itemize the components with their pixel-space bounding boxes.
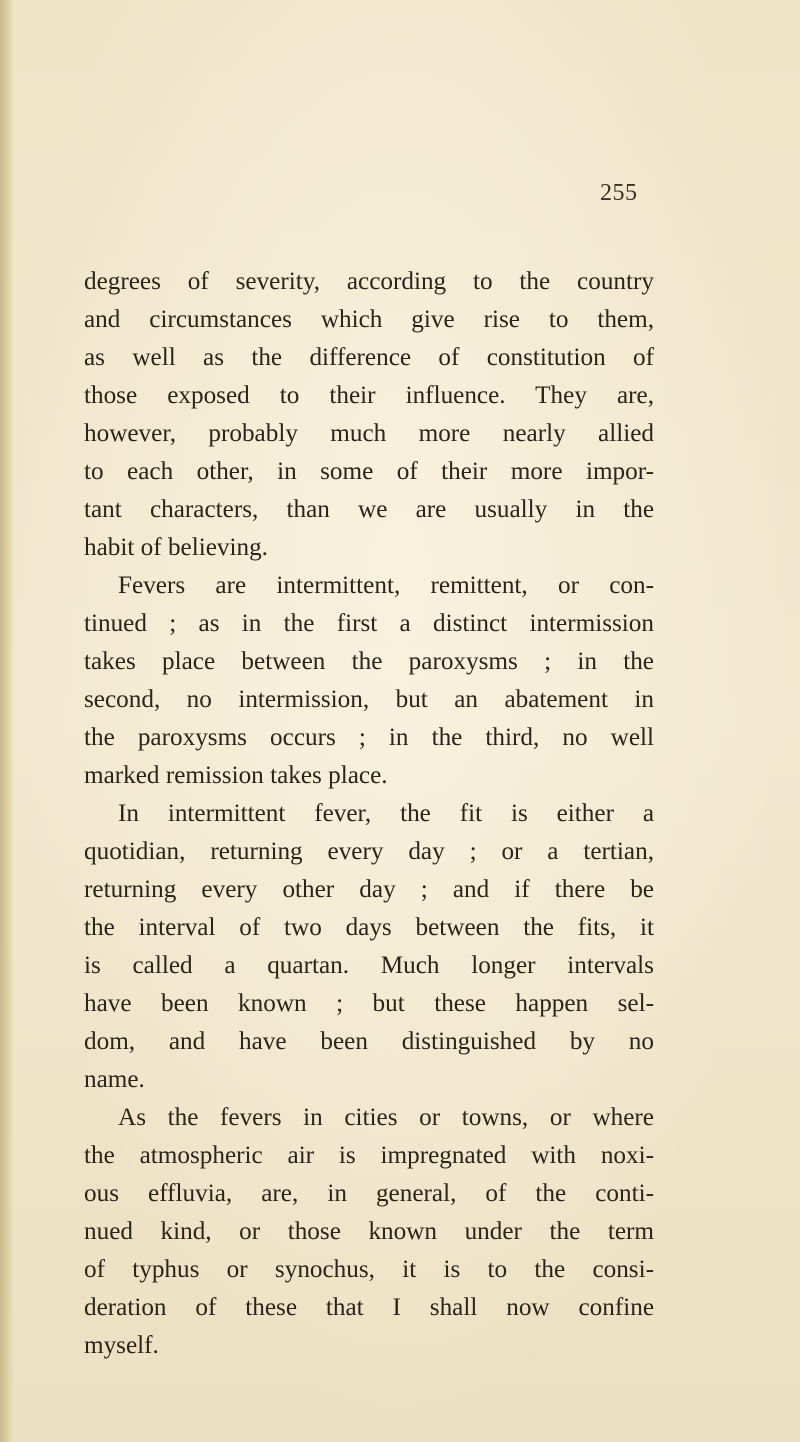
text-line: the paroxysms occurs ; in the third, no well bbox=[84, 724, 654, 751]
text-line: tant characters, than we are usually in the bbox=[84, 496, 654, 523]
text-line: degrees of severity, according to the country bbox=[84, 268, 654, 295]
text-line: those exposed to their influence. They are, bbox=[84, 382, 654, 409]
text-line: In intermittent fever, the fit is either a bbox=[118, 800, 654, 827]
text-line: is called a quartan. Much longer intervals bbox=[84, 952, 654, 979]
page-number: 255 bbox=[600, 180, 638, 206]
text-line: deration of these that I shall now confine bbox=[84, 1294, 654, 1321]
text-line: As the fevers in cities or towns, or where bbox=[118, 1104, 654, 1131]
text-line: Fevers are intermittent, remittent, or con- bbox=[118, 572, 654, 599]
text-line: the atmospheric air is impregnated with noxi- bbox=[84, 1142, 654, 1169]
text-line: nued kind, or those known under the term bbox=[84, 1218, 654, 1245]
text-line: dom, and have been distinguished by no bbox=[84, 1028, 654, 1055]
text-line: and circumstances which give rise to them, bbox=[84, 306, 654, 333]
text-line: however, probably much more nearly allied bbox=[84, 420, 654, 447]
text-line: myself. bbox=[84, 1332, 159, 1359]
text-line: name. bbox=[84, 1066, 145, 1093]
text-line: to each other, in some of their more impor- bbox=[84, 458, 654, 485]
text-line: of typhus or synochus, it is to the consi- bbox=[84, 1256, 654, 1283]
text-line: ous effluvia, are, in general, of the conti- bbox=[84, 1180, 654, 1207]
text-line: quotidian, returning every day ; or a tertian, bbox=[84, 838, 654, 865]
text-line: marked remission takes place. bbox=[84, 762, 388, 789]
body-text bbox=[0, 263, 800, 1403]
text-line: takes place between the paroxysms ; in the bbox=[84, 648, 654, 675]
text-line: as well as the difference of constitution of bbox=[84, 344, 654, 371]
text-line: have been known ; but these happen sel- bbox=[84, 990, 654, 1017]
text-line: returning every other day ; and if there be bbox=[84, 876, 654, 903]
text-line: tinued ; as in the first a distinct intermission bbox=[84, 610, 654, 637]
text-line: second, no intermission, but an abatement in bbox=[84, 686, 654, 713]
text-line: habit of believing. bbox=[84, 534, 268, 561]
text-line: the interval of two days between the fits, it bbox=[84, 914, 654, 941]
